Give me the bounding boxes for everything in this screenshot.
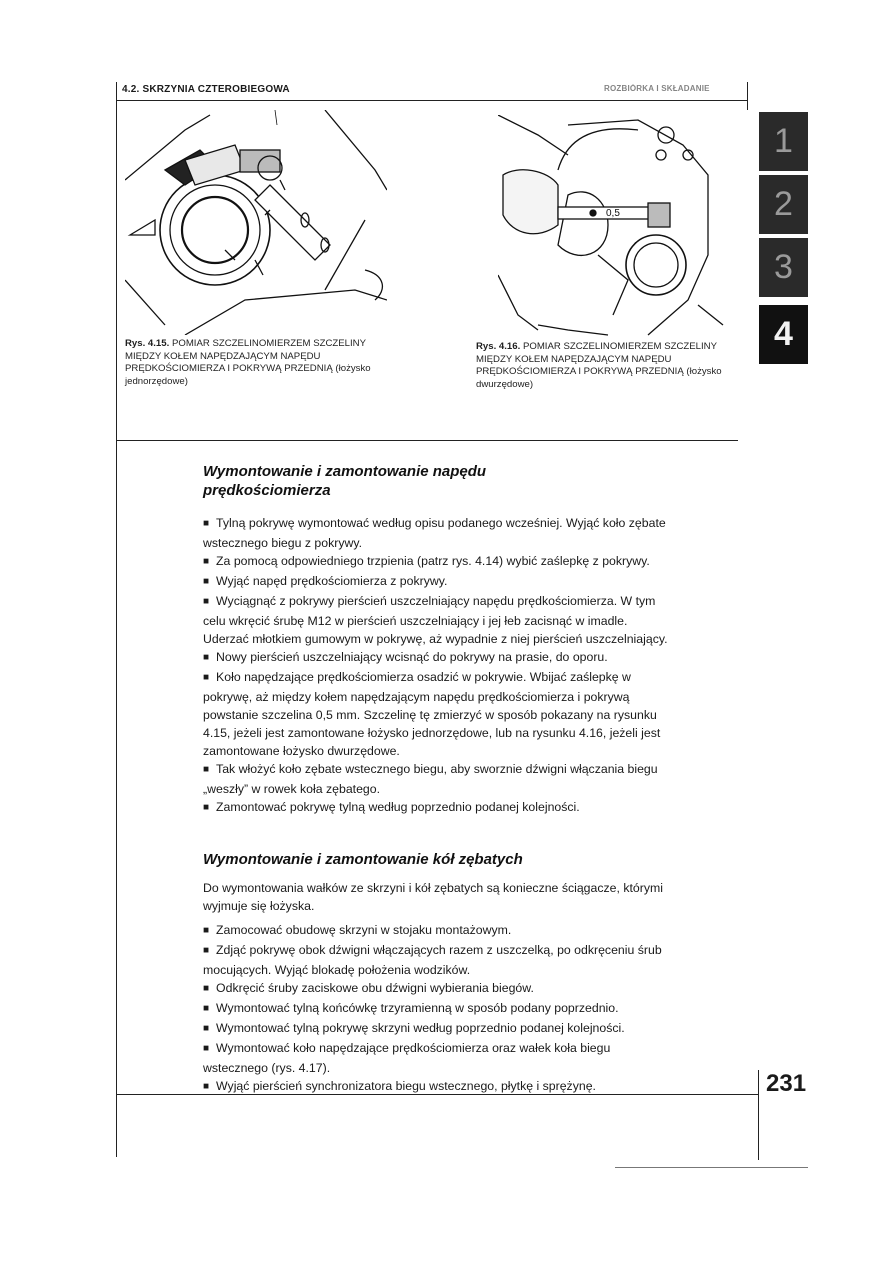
section-1-item: ■ Za pomocą odpowiedniego trzpienia (patrz rys. 4.14) wybić zaślepkę z pokrywy. — [203, 552, 669, 572]
section-1-heading: Wymontowanie i zamontowanie napędu prędkościomierza — [203, 463, 487, 499]
section-1-item: ■ Zamontować pokrywę tylną według poprzednio podanej kolejności. — [203, 798, 669, 818]
chapter-tab-1: 1 — [759, 112, 808, 171]
left-margin-rule — [116, 82, 117, 1157]
section-1-item: ■ Wyciągnąć z pokrywy pierścień uszczelniający napędu prędkościomierza. W tym celu wkręcić śrubę M12 w pierścień uszczelniający i jej łeb zacisnąć w imadle. Uderzać młotkiem gumowym w pokrywę, aż wypadnie z niej pierścień uszczelniający. — [203, 592, 669, 648]
figure-4-16-note: (łożysko dwurzędowe) — [476, 366, 722, 390]
figure-4-16-text: POMIAR SZCZELINOMIERZEM SZCZELINY MIĘDZY KOŁEM NAPĘDZAJĄCYM NAPĘDU PRĘDKOŚCIOMIERZA I POKRYWĄ PRZEDNIĄ — [476, 341, 717, 377]
section-1-item: ■ Tylną pokrywę wymontować według opisu podanego wcześniej. Wyjąć koło zębate wstecznego biegu z pokrywy. — [203, 514, 669, 552]
figure-4-15-illustration — [125, 110, 387, 335]
chapter-tab-4-active: 4 — [759, 305, 808, 364]
section-2-heading: Wymontowanie i zamontowanie kół zębatych — [203, 851, 523, 868]
figures-rule — [116, 440, 738, 441]
section-1-body — [203, 514, 669, 818]
figure-4-15-caption — [125, 338, 395, 388]
section-2-item: ■ Wymontować tylną pokrywę skrzyni według poprzednio podanej kolejności. — [203, 1019, 669, 1039]
figure-4-16-caption — [476, 341, 744, 391]
section-2-item: ■ Zdjąć pokrywę obok dźwigni włączających razem z uszczelką, po odkręceniu śrub mocujących. Wyjąć blokadę położenia wodzików. — [203, 941, 669, 979]
section-2-item: ■ Odkręcić śruby zaciskowe obu dźwigni wybierania biegów. — [203, 979, 669, 999]
section-2-item: ■ Wyjąć pierścień synchronizatora biegu wstecznego, płytkę i sprężynę. — [203, 1077, 669, 1097]
figure-4-16-illustration — [498, 115, 738, 340]
section-1-item: ■ Nowy pierścień uszczelniający wcisnąć do pokrywy na prasie, do oporu. — [203, 648, 669, 668]
section-1-item: ■ Tak włożyć koło zębate wstecznego biegu, aby sworznie dźwigni włączania biegu „weszły” w rowek koła zębatego. — [203, 760, 669, 798]
right-margin-rule — [747, 82, 748, 110]
figure-4-15-note: (łożysko jednorzędowe) — [125, 363, 371, 387]
right-margin-rule-lower — [758, 1070, 759, 1160]
section-2-item: ■ Wymontować koło napędzające prędkościomierza oraz wałek koła biegu wstecznego (rys. 4.17). — [203, 1039, 669, 1077]
header-rule — [116, 100, 748, 101]
figure-4-15-number: Rys. 4.15. — [125, 338, 170, 349]
section-1-item: ■ Koło napędzające prędkościomierza osadzić w pokrywie. Wbijać zaślepkę w pokrywę, aż między kołem napędzającym napędu prędkościomierza i pokrywą powstanie szczelina 0,5 mm. Szczelinę tę zmierzyć w sposób pokazany na rysunku 4.15, jeżeli jest zamontowane łożysko jednorzędowe, lub na rysunku 4.16, jeżeli jest zamontowane łożysko dwurzędowe. — [203, 668, 669, 760]
figure-4-16-number: Rys. 4.16. — [476, 341, 521, 352]
bottom-rule — [615, 1167, 808, 1168]
running-header-left: 4.2. SKRZYNIA CZTEROBIEGOWA — [122, 84, 290, 95]
figure-4-15-text: POMIAR SZCZELINOMIERZEM SZCZELINY MIĘDZY KOŁEM NAPĘDZAJĄCYM NAPĘDU PRĘDKOŚCIOMIERZA I POKRYWĄ PRZEDNIĄ — [125, 338, 366, 374]
section-1-item: ■ Wyjąć napęd prędkościomierza z pokrywy. — [203, 572, 669, 592]
feeler-gauge-label: 0,5 — [606, 208, 620, 219]
section-2-item: ■ Zamocować obudowę skrzyni w stojaku montażowym. — [203, 921, 669, 941]
running-header-right: ROZBIÓRKA I SKŁADANIE — [604, 84, 710, 91]
section-2-intro: Do wymontowania wałków ze skrzyni i kół zębatych są konieczne ściągacze, którymi wyjmuje się łożyska. — [203, 881, 663, 913]
page-number: 231 — [766, 1070, 807, 1097]
section-2-item: ■ Wymontować tylną końcówkę trzyramienną w sposób podany poprzednio. — [203, 999, 669, 1019]
chapter-tab-2: 2 — [759, 175, 808, 234]
chapter-tab-3: 3 — [759, 238, 808, 297]
section-2-body — [203, 879, 669, 1097]
